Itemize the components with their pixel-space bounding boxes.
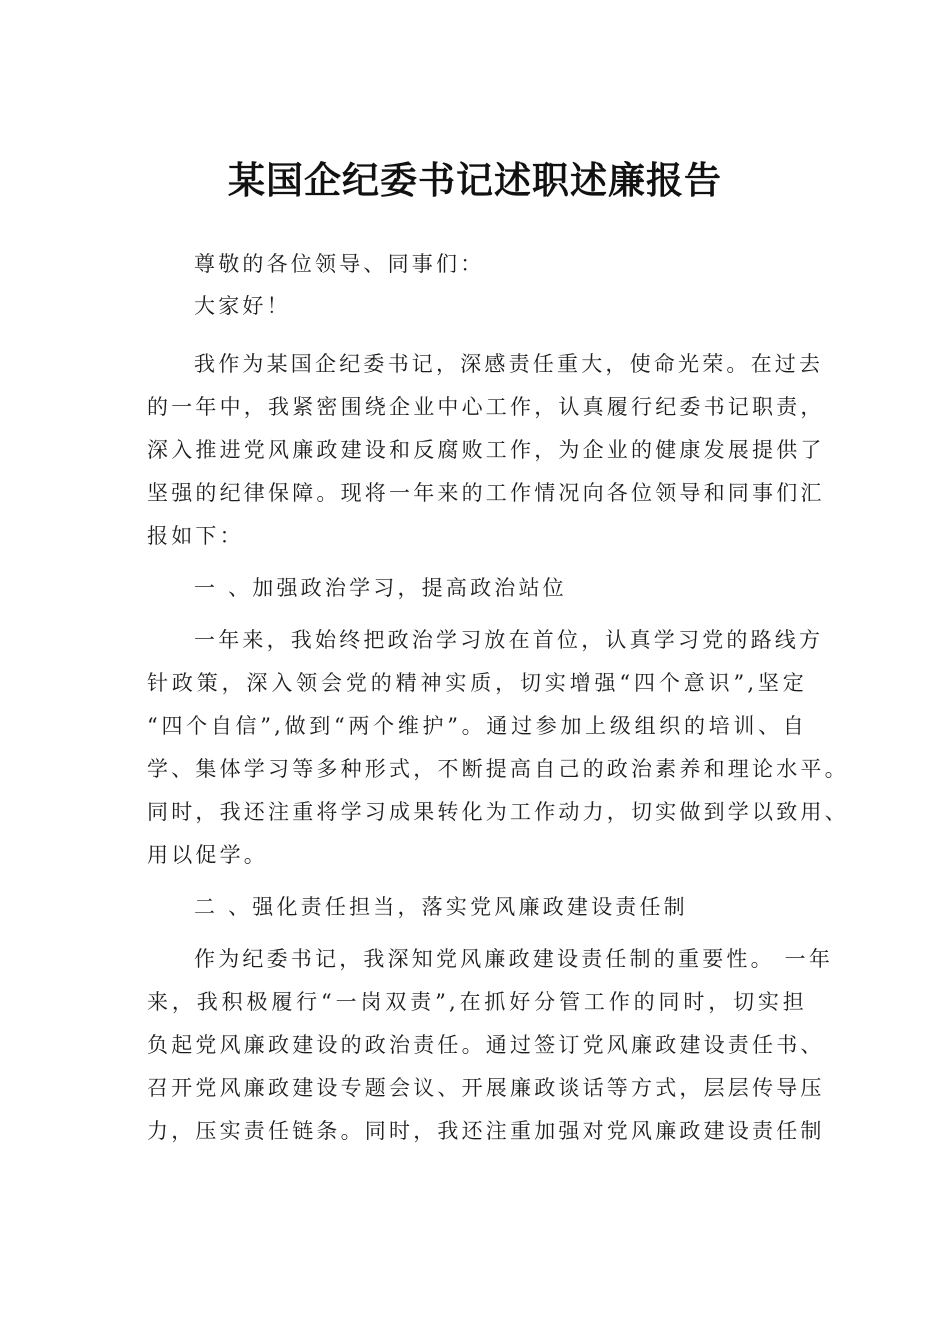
section-2-line-5: 力，压实责任链条。同时，我还注重加强对党风廉政建设责任制 — [147, 1119, 825, 1143]
intro-line-5: 报如下： — [147, 524, 244, 548]
section-2-line-1: 作为纪委书记，我深知党风廉政建设责任制的重要性。 一年 — [194, 947, 834, 971]
section-2-heading: 二 、强化责任担当，落实党风廉政建设责任制 — [194, 895, 688, 919]
document-title: 某国企纪委书记述职述廉报告 — [228, 159, 722, 202]
section-1-line-1: 一年来，我始终把政治学习放在首位，认真学习党的路线方 — [194, 628, 824, 652]
section-1-line-5: 同时，我还注重将学习成果转化为工作动力，切实做到学以致用、 — [147, 800, 849, 824]
section-2-line-2: 来，我积极履行“一岗双责”,在抓好分管工作的同时，切实担 — [147, 990, 807, 1014]
section-2-line-3: 负起党风廉政建设的政治责任。通过签订党风廉政建设责任书、 — [147, 1033, 825, 1057]
salutation: 尊敬的各位领导、同事们： — [194, 252, 485, 276]
greeting: 大家好！ — [194, 294, 291, 318]
intro-line-3: 深入推进党风廉政建设和反腐败工作，为企业的健康发展提供了 — [147, 438, 825, 462]
intro-line-1: 我作为某国企纪委书记，深感责任重大，使命光荣。在过去 — [194, 352, 824, 376]
intro-line-2: 的一年中，我紧密围绕企业中心工作，认真履行纪委书记职责， — [147, 395, 825, 419]
section-1-line-3: “四个自信”,做到“两个维护”。通过参加上级组织的培训、自 — [147, 714, 807, 738]
section-1-line-4: 学、集体学习等多种形式，不断提高自己的政治素养和理论水平。 — [147, 757, 849, 781]
section-1-heading: 一 、加强政治学习，提高政治站位 — [194, 576, 567, 600]
section-1-line-2: 针政策，深入领会党的精神实质，切实增强“四个意识”,坚定 — [147, 671, 807, 695]
intro-line-4: 坚强的纪律保障。现将一年来的工作情况向各位领导和同事们汇 — [147, 481, 825, 505]
section-1-line-6: 用以促学。 — [147, 843, 268, 867]
section-2-line-4: 召开党风廉政建设专题会议、开展廉政谈话等方式，层层传导压 — [147, 1076, 825, 1100]
